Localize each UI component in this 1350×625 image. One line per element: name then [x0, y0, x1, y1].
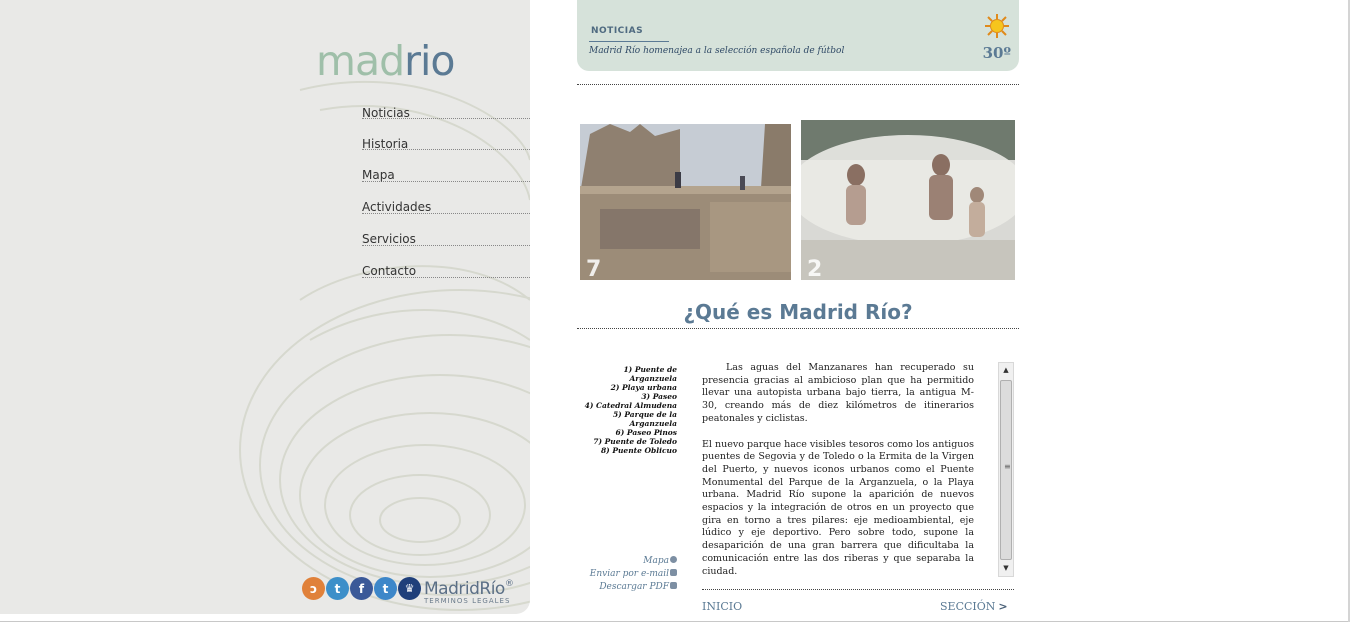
registered-mark: ®	[504, 579, 514, 589]
chevron-right-icon: >	[998, 600, 1008, 613]
photo-number: 7	[586, 257, 602, 280]
photo-bridge-image	[580, 124, 791, 280]
logo-part-1: mad	[316, 37, 405, 85]
article-paragraph: El nuevo parque hace visibles tesoros como los antiguos puentes de Segovia y de Toledo o la Ermita de la Virgen del Puerto, y nuevos iconos urbanos como el Puente Monumental del Parque de la Arganzuela, o la Playa urbana. Madrid Río supone la aparición de nuevos espacios y la integración de otros en un proyecto que gira en torno a tres pilares: eje medioambiental, eje lúdico y eje deportivo. Pero sobre todo, supone la desaparición de una gran barrera que dificultaba la comunicación entre las dos riberas y que separaba la ciudad.	[702, 438, 974, 577]
news-headline[interactable]: Madrid Río homenajea a la selección española de fútbol	[589, 46, 845, 56]
facebook-icon[interactable]: f	[350, 577, 373, 600]
pdf-icon	[670, 582, 677, 589]
email-icon	[670, 569, 677, 576]
seccion-label: SECCIÓN	[940, 600, 996, 613]
list-item[interactable]: 1) Puente de Arganzuela	[623, 365, 677, 383]
legal-terms-link[interactable]: TERMINOS LEGALES	[424, 597, 511, 605]
news-banner	[577, 0, 1019, 71]
nav-item-noticias[interactable]	[362, 104, 530, 119]
grip-icon: ≡	[1004, 462, 1011, 471]
list-item[interactable]: 6) Paseo Pinos	[615, 428, 677, 437]
section-title: ¿Qué es Madrid Río?	[683, 300, 913, 324]
logo-part-2: rio	[404, 37, 455, 85]
nav-label: Servicios	[362, 232, 416, 246]
list-item[interactable]: Arganzuela	[629, 419, 677, 428]
photo-number: 2	[807, 257, 823, 280]
news-label-underline	[589, 41, 669, 42]
divider	[577, 84, 1019, 85]
nav-item-mapa[interactable]	[362, 150, 530, 182]
photo-fountain-image	[801, 120, 1015, 280]
madrid-crest-icon[interactable]: ♛	[398, 577, 421, 600]
scrollbar-thumb[interactable]	[1000, 380, 1012, 560]
nav-label: Mapa	[362, 168, 395, 182]
list-item[interactable]: 8) Puente Oblicuo	[600, 446, 677, 455]
scroll-up-icon[interactable]: ▲	[1003, 366, 1009, 374]
divider	[702, 589, 1014, 590]
list-item[interactable]: 3) Paseo	[641, 392, 677, 401]
scroll-down-icon[interactable]: ▼	[1003, 564, 1009, 572]
article-scrollbar[interactable]	[998, 362, 1014, 577]
tuenti-icon[interactable]: t	[374, 577, 397, 600]
nav-item-historia[interactable]	[362, 119, 530, 150]
email-link[interactable]	[577, 568, 677, 581]
list-item[interactable]: 4) Catedral Almudena	[584, 401, 677, 410]
inicio-link[interactable]: INICIO	[702, 600, 743, 613]
nav-label: Noticias	[362, 106, 410, 120]
brand-name: MadridRío	[424, 579, 505, 599]
nav-label: Historia	[362, 137, 409, 151]
map-link[interactable]	[577, 555, 677, 568]
temperature: 30º	[982, 44, 1011, 62]
main-nav	[362, 104, 530, 278]
article-text	[702, 362, 974, 579]
news-label: NOTICIAS	[591, 26, 644, 36]
nav-item-actividades[interactable]	[362, 182, 530, 214]
divider	[577, 328, 1019, 329]
nav-label: Actividades	[362, 200, 432, 214]
sun-icon	[985, 14, 1009, 38]
pdf-link[interactable]	[577, 581, 677, 594]
list-item[interactable]: 7) Puente de Toledo	[593, 437, 677, 446]
article-paragraph: Las aguas del Manzanares han recuperado su presencia gracias al ambicioso plan que ha permitido llevar una autopista urbana bajo tierra, la antigua M-30, creando más de diez kilómetros de itinerarios peatonales y ciclistas.	[702, 362, 974, 424]
list-item[interactable]: 5) Parque de la	[612, 410, 677, 419]
rss-icon[interactable]: ↄ	[302, 577, 325, 600]
map-link-label: Mapa	[643, 556, 669, 566]
page-bottom-border	[0, 621, 1350, 622]
action-links	[577, 555, 677, 594]
pdf-link-label: Descargar PDF	[599, 582, 669, 592]
email-link-label: Enviar por e-mail	[589, 569, 669, 579]
twitter-icon[interactable]: t	[326, 577, 349, 600]
photo-bridge[interactable]	[580, 124, 791, 280]
madrid-rio-logo[interactable]	[316, 38, 454, 84]
seccion-link[interactable]	[940, 600, 1008, 613]
social-links	[302, 577, 421, 600]
nav-label: Contacto	[362, 264, 417, 278]
sidebar	[0, 0, 530, 614]
map-icon	[670, 556, 677, 563]
list-item[interactable]: 2) Playa urbana	[610, 383, 677, 392]
photo-fountain[interactable]	[801, 120, 1015, 280]
points-list	[577, 365, 677, 455]
decorative-swirl	[0, 0, 530, 614]
nav-item-contacto[interactable]	[362, 246, 530, 278]
nav-item-servicios[interactable]	[362, 214, 530, 246]
brand-logo[interactable]	[424, 579, 513, 605]
